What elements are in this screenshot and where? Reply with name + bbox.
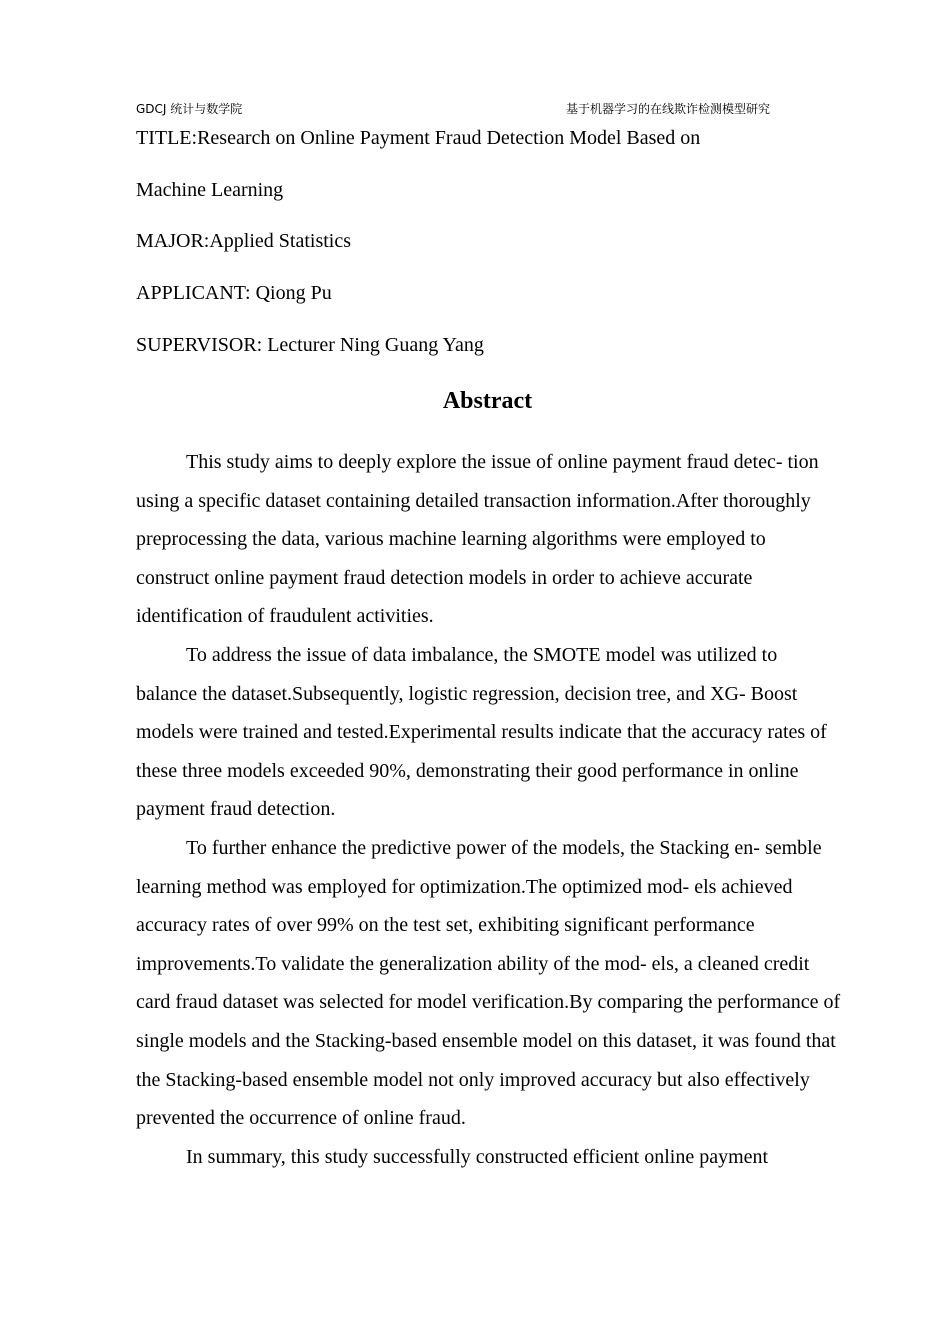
- supervisor-line: SUPERVISOR: Lecturer Ning Guang Yang: [136, 334, 484, 356]
- abstract-heading: Abstract: [442, 388, 533, 414]
- major-line: MAJOR:Applied Statistics: [136, 230, 352, 252]
- abstract-paragraph-4: In summary, this study successfully constructed efficient online payment: [186, 1145, 769, 1168]
- page-header: [136, 100, 770, 118]
- abstract-body: [136, 443, 841, 1176]
- header-right: 基于机器学习的在线欺诈检测模型研究: [565, 102, 770, 116]
- abstract-paragraph-3: To further enhance the predictive power of the models, the Stacking en- semble learning method was employed for optimization.The optimized mod- els achieved accuracy rates of over 99% on the test set, exhibiting significant performance improvements.To validate the generalization ability of the mod- els, a cleaned credit card fraud dataset was selected for model verification.By comparing the performance of single models and the Stacking-based ensemble model on this dataset, it was found that the Stacking-based ensemble model not only improved accuracy but also effectively prevented the occurrence of online fraud.: [136, 836, 841, 1130]
- title-line-1: TITLE:Research on Online Payment Fraud Detection Model Based on: [136, 127, 701, 149]
- abstract-paragraph-1: This study aims to deeply explore the issue of online payment fraud detec- tion using a specific dataset containing detailed transaction information.After thoroughly preprocessing the data, various machine learning algorithms were employed to construct online payment fraud detection models in order to achieve accurate identification of fraudulent activities.: [136, 451, 819, 628]
- title-line-2: Machine Learning: [136, 179, 284, 201]
- abstract-paragraph-2: To address the issue of data imbalance, the SMOTE model was utilized to balance the dataset.Subsequently, logistic regression, decision tree, and XG- Boost models were trained and tested.Experimental results indicate that the accuracy rates of these three models exceeded 90%, demonstrating their good performance in online payment fraud detection.: [136, 643, 827, 821]
- applicant-line: APPLICANT: Qiong Pu: [136, 282, 332, 304]
- header-left: GDCJ 统计与数学院: [136, 102, 243, 116]
